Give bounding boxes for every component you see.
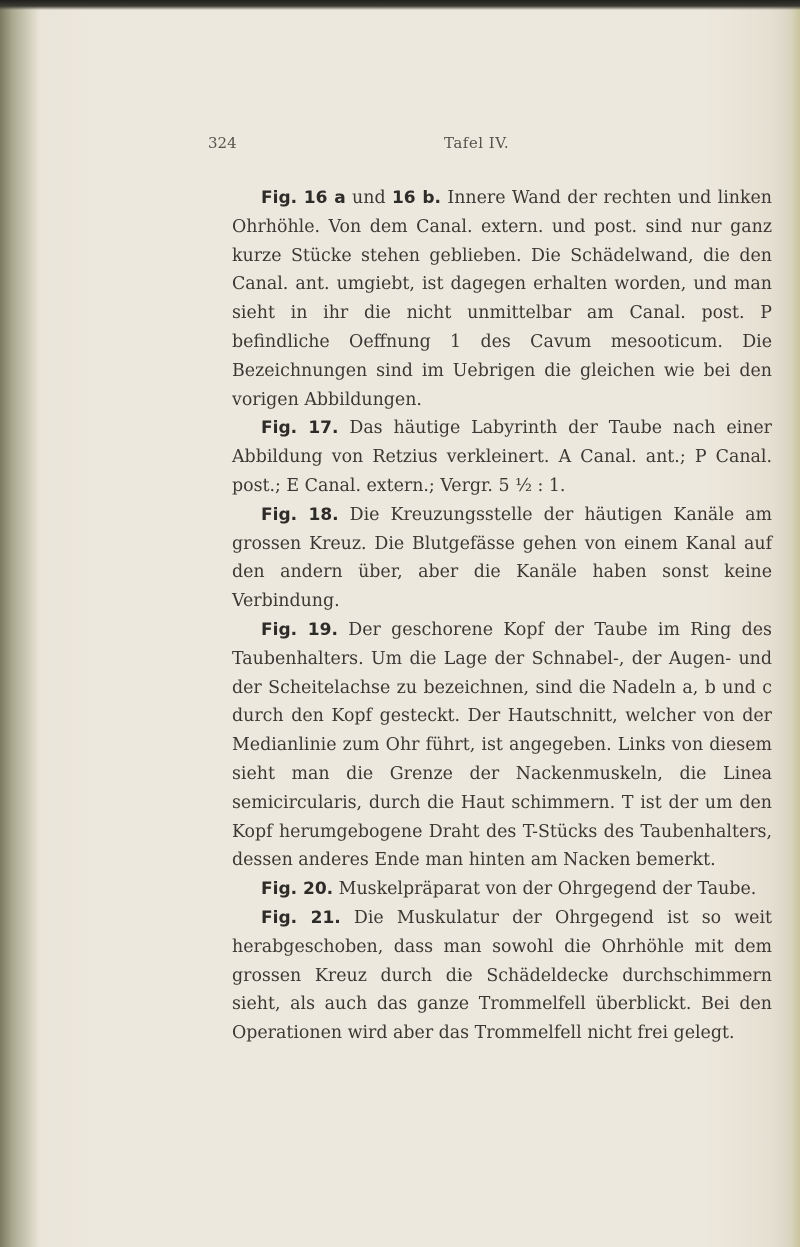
- caption-text: Die Muskulatur der Ohrgegend ist so weit herabgeschoben, dass man sowohl die Ohrhöhle mit dem grossen Kreuz durch die Schädeldecke durchschimmern sieht, als auch das ganze Trommelfell überblickt. Bei den Operationen wird aber das Trommelfell nicht frei gelegt.: [232, 907, 772, 1044]
- figure-label: Fig. 19.: [261, 619, 338, 640]
- figure-caption-16: [232, 184, 772, 414]
- figure-caption-17: [232, 414, 772, 500]
- figure-caption-21: [232, 904, 772, 1048]
- figure-label: Fig. 21.: [261, 907, 341, 928]
- page-edge: [782, 0, 800, 1247]
- top-edge: [0, 0, 800, 10]
- figure-label: Fig. 16 a: [261, 188, 346, 208]
- caption-text: Der geschorene Kopf der Taube im Ring des Taubenhalters. Um die Lage der Schnabel-, der Augen- und der Scheitelachse zu bezeichnen, sind die Nadeln a, b und c durch den Kopf gesteckt. Der Hautschnitt, welcher von der Medianlinie zum Ohr führt, ist angegeben. Links von diesem sieht man die Grenze der Nackenmuskeln, die Linea semicircularis, durch die Haut schimmern. T ist der um den Kopf herumgebogene Draht des T-Stücks des Taubenhalters, dessen anderes Ende man hinten am Nacken bemerkt.: [232, 619, 772, 871]
- figure-caption-18: [232, 501, 772, 616]
- caption-text: Muskelpräparat von der Ohrgegend der Taube.: [338, 879, 757, 900]
- page-number: 324: [208, 134, 237, 152]
- figure-caption-19: [232, 616, 772, 875]
- body-text: [232, 184, 772, 1048]
- caption-text: Innere Wand der rechten und linken Ohrhöhle. Von dem Canal. extern. und post. sind nur ganz kurze Stücke stehen geblieben. Die Schädelwand, die den Canal. ant. umgiebt, ist dagegen erhalten worden, und man sieht in ihr die nicht unmittelbar am Canal. post. P befindliche Oeffnung 1 des Cavum mesooticum. Die Bezeichnungen sind im Uebrigen die gleichen wie bei den vorigen Abbildungen.: [232, 188, 772, 410]
- caption-text: Die Kreuzungsstelle der häutigen Kanäle am grossen Kreuz. Die Blutgefässe gehen von einem Kanal auf den andern über, aber die Kanäle haben sonst keine Verbindung.: [232, 504, 773, 612]
- figure-label: Fig. 17.: [261, 418, 339, 439]
- figure-label: Fig. 20.: [261, 879, 334, 900]
- caption-text: Das häutige Labyrinth der Taube nach einer Abbildung von Retzius verkleinert. A Canal. ant.; P Canal. post.; E Canal. extern.; Vergr. 5 ½ : 1.: [232, 418, 772, 496]
- running-header: [0, 134, 800, 154]
- figure-label-2: 16 b.: [391, 188, 441, 208]
- figure-label: Fig. 18.: [261, 504, 339, 525]
- connector-word: und: [352, 188, 386, 208]
- book-spine-shadow: [0, 0, 40, 1247]
- running-title: Tafel IV.: [444, 134, 510, 152]
- figure-caption-20: [232, 875, 772, 904]
